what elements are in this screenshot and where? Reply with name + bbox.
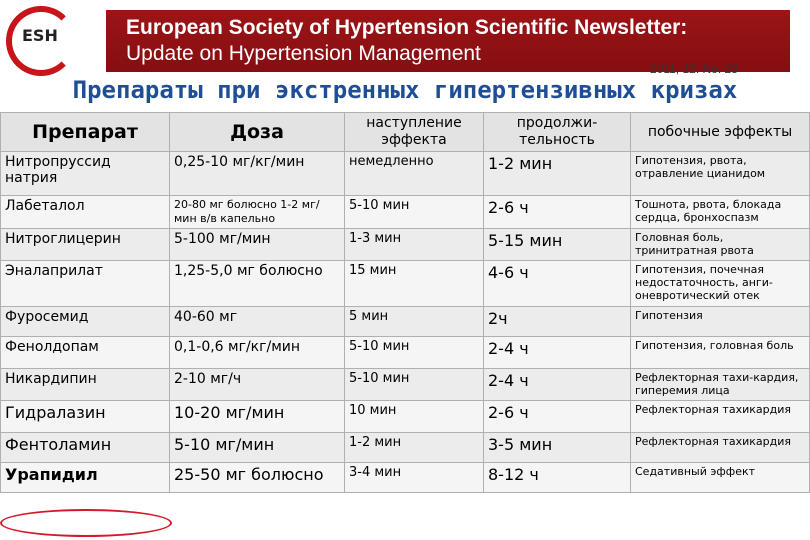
onset-cell: 5-10 мин [345, 337, 484, 369]
table-row [1, 369, 810, 401]
banner-subtitle: Update on Hypertension Management [126, 42, 481, 65]
duration-cell: 8-12 ч [484, 463, 631, 493]
dose-cell: 40-60 мг [170, 307, 345, 337]
table-row [1, 307, 810, 337]
table-row [1, 152, 810, 196]
table-row [1, 261, 810, 307]
highlight-oval [0, 509, 172, 537]
duration-cell: 2ч [484, 307, 631, 337]
dose-cell: 1,25-5,0 мг болюсно [170, 261, 345, 307]
drug-cell: Нитропруссид натрия [1, 152, 170, 196]
duration-cell: 5-15 мин [484, 229, 631, 261]
dose-cell: 2-10 мг/ч [170, 369, 345, 401]
duration-cell: 2-4 ч [484, 337, 631, 369]
onset-cell: немедленно [345, 152, 484, 196]
header-side-effects: побочные эффекты [631, 113, 810, 152]
onset-cell: 10 мин [345, 401, 484, 433]
drug-cell: Лабеталол [1, 196, 170, 229]
drug-cell: Никардипин [1, 369, 170, 401]
logo-text: ESH [22, 26, 58, 45]
side-effects-cell: Рефлекторная тахикардия [631, 401, 810, 433]
banner-title: European Society of Hypertension Scientific Newsletter: [126, 16, 688, 39]
onset-cell: 15 мин [345, 261, 484, 307]
side-effects-cell: Седативный эффект [631, 463, 810, 493]
table-header-row [1, 113, 810, 152]
duration-cell: 1-2 мин [484, 152, 631, 196]
table-row [1, 229, 810, 261]
slide-title: Препараты при экстренных гипертензивных кризах [72, 76, 738, 104]
drug-cell: Нитроглицерин [1, 229, 170, 261]
table-row [1, 401, 810, 433]
onset-cell: 5-10 мин [345, 369, 484, 401]
table-row [1, 196, 810, 229]
duration-cell: 2-4 ч [484, 369, 631, 401]
table-row [1, 433, 810, 463]
onset-cell: 1-2 мин [345, 433, 484, 463]
header-drug: Препарат [1, 113, 170, 152]
onset-cell: 3-4 мин [345, 463, 484, 493]
side-effects-cell: Гипотензия [631, 307, 810, 337]
side-effects-cell: Рефлекторная тахикардия [631, 433, 810, 463]
table-row [1, 337, 810, 369]
drug-cell: Гидралазин [1, 401, 170, 433]
side-effects-cell: Рефлекторная тахи-кардия, гиперемия лица [631, 369, 810, 401]
side-effects-cell: Гипотензия, головная боль [631, 337, 810, 369]
dose-cell: 5-10 мг/мин [170, 433, 345, 463]
dose-cell: 25-50 мг болюсно [170, 463, 345, 493]
banner-issue: 2011; 12: No. 28 [650, 62, 738, 76]
side-effects-cell: Головная боль, тринитратная рвота [631, 229, 810, 261]
drug-cell: Фенолдопам [1, 337, 170, 369]
duration-cell: 3-5 мин [484, 433, 631, 463]
dose-cell: 5-100 мг/мин [170, 229, 345, 261]
duration-cell: 2-6 ч [484, 196, 631, 229]
side-effects-cell: Гипотензия, почечная недостаточность, анги-оневротический отек [631, 261, 810, 307]
drug-cell: Фуросемид [1, 307, 170, 337]
table-row [1, 463, 810, 493]
drug-cell: Фентоламин [1, 433, 170, 463]
onset-cell: 5 мин [345, 307, 484, 337]
drug-cell: Урапидил [1, 463, 170, 493]
side-effects-cell: Тошнота, рвота, блокада сердца, бронхоспазм [631, 196, 810, 229]
drug-table [0, 112, 810, 493]
onset-cell: 1-3 мин [345, 229, 484, 261]
header-onset: наступление эффекта [345, 113, 484, 152]
side-effects-cell: Гипотензия, рвота, отравление цианидом [631, 152, 810, 196]
dose-cell: 20-80 мг болюсно 1-2 мг/мин в/в капельно [170, 196, 345, 229]
dose-cell: 10-20 мг/мин [170, 401, 345, 433]
dose-cell: 0,25-10 мг/кг/мин [170, 152, 345, 196]
duration-cell: 2-6 ч [484, 401, 631, 433]
header-duration: продолжи-тельность [484, 113, 631, 152]
duration-cell: 4-6 ч [484, 261, 631, 307]
drug-cell: Эналаприлат [1, 261, 170, 307]
onset-cell: 5-10 мин [345, 196, 484, 229]
header-dose: Доза [170, 113, 345, 152]
dose-cell: 0,1-0,6 мг/кг/мин [170, 337, 345, 369]
